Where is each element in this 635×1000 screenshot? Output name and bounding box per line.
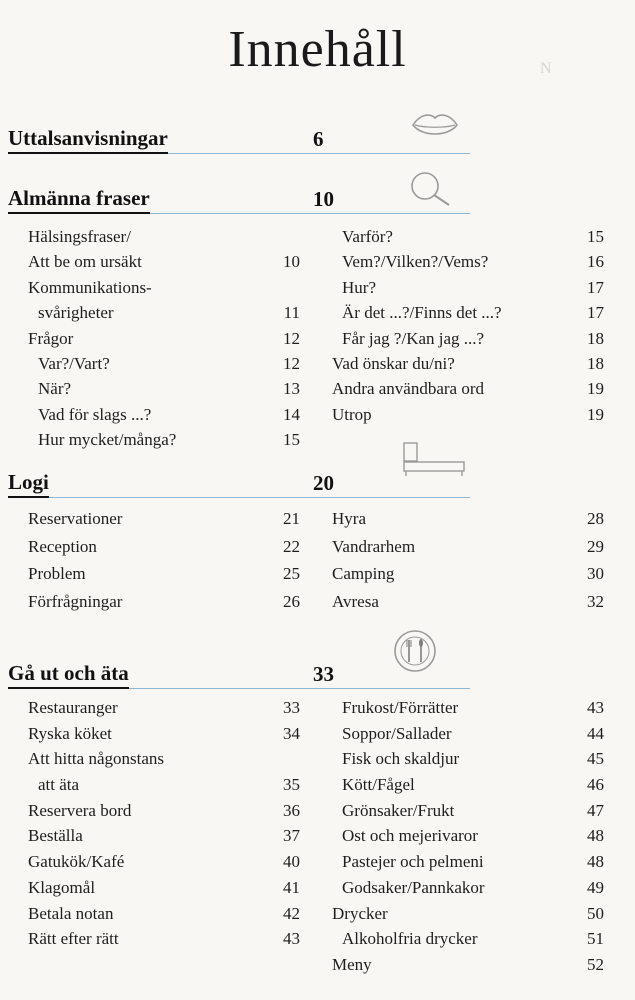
- toc-entry[interactable]: [28, 353, 300, 378]
- toc-entry[interactable]: [332, 508, 604, 536]
- section-page-number: 33: [313, 662, 334, 686]
- section-header[interactable]: [8, 120, 470, 154]
- toc-entry[interactable]: [28, 226, 300, 251]
- toc-entry[interactable]: [28, 536, 300, 564]
- toc-entry-label: Vad för slags ...?: [38, 404, 152, 424]
- toc-entry-page: 34: [283, 723, 300, 743]
- toc-entry-label: Hälsingsfraser/: [28, 227, 131, 246]
- toc-entry-label: Reception: [28, 536, 97, 556]
- toc-entry-page: 35: [283, 775, 300, 795]
- toc-entry-label: Betala notan: [28, 903, 114, 923]
- toc-entry-page: 30: [587, 564, 604, 583]
- toc-entry-label: Soppor/Sallader: [342, 723, 452, 743]
- toc-entry-label: Avresa: [332, 591, 379, 611]
- toc-entry-page: 12: [283, 328, 300, 348]
- toc-entry[interactable]: [28, 903, 300, 929]
- toc-entry-label: Kommunikations-: [28, 277, 152, 297]
- toc-entry-label: Godsaker/Pannkakor: [342, 877, 485, 897]
- toc-entry-label: Att be om ursäkt: [28, 252, 142, 272]
- toc-entry[interactable]: [332, 800, 604, 826]
- toc-entry-page: 49: [587, 877, 604, 897]
- toc-entry-label: Att hitta någonstans: [28, 749, 164, 769]
- toc-entry-page: 14: [283, 404, 300, 424]
- toc-entry[interactable]: [332, 226, 604, 251]
- toc-entry[interactable]: [28, 774, 300, 800]
- section-page-number: 10: [313, 187, 334, 211]
- toc-entry-page: 13: [283, 379, 300, 399]
- toc-entry-page: 29: [587, 536, 604, 556]
- entry-column-left: [28, 226, 300, 455]
- toc-entry-label: Camping: [332, 564, 395, 583]
- toc-entry[interactable]: [332, 903, 604, 929]
- lips-icon: [410, 108, 460, 142]
- toc-entry-label: Reservationer: [28, 509, 123, 528]
- entry-column-right: [332, 226, 604, 429]
- toc-entry[interactable]: [28, 563, 300, 591]
- show-through-text: N: [540, 60, 552, 77]
- toc-entry-page: 16: [587, 252, 604, 272]
- toc-entry-page: 28: [587, 509, 604, 528]
- toc-entry-label: Vem?/Vilken?/Vems?: [342, 252, 489, 272]
- section-page-number: 6: [313, 127, 324, 151]
- toc-entry-page: 50: [587, 903, 604, 923]
- toc-entry-label: Gatukök/Kafé: [28, 852, 125, 872]
- toc-entry[interactable]: [332, 954, 604, 980]
- toc-entry-label: Andra användbara ord: [332, 379, 484, 399]
- toc-entry[interactable]: [28, 877, 300, 903]
- entry-column-right: [332, 697, 604, 980]
- toc-entry-page: 26: [283, 591, 300, 611]
- section-rule: [8, 497, 470, 498]
- toc-entry-page: 25: [283, 564, 300, 583]
- toc-entry[interactable]: [28, 591, 300, 619]
- toc-entry[interactable]: [28, 251, 300, 276]
- toc-entry[interactable]: [332, 353, 604, 378]
- toc-entry-label: Restauranger: [28, 698, 118, 717]
- toc-entry[interactable]: [332, 563, 604, 591]
- entry-column-left: [28, 508, 300, 618]
- toc-entry-label: Pastejer och pelmeni: [342, 852, 484, 872]
- entry-column-right: [332, 508, 604, 618]
- toc-entry-page: 52: [587, 954, 604, 974]
- section-header[interactable]: [8, 180, 470, 214]
- toc-entry-page: 42: [283, 903, 300, 923]
- toc-entry[interactable]: [332, 536, 604, 564]
- toc-entry[interactable]: [28, 378, 300, 403]
- toc-entry[interactable]: [28, 928, 300, 954]
- toc-entry[interactable]: [332, 302, 604, 327]
- toc-entry[interactable]: [332, 723, 604, 749]
- bed-icon: [400, 440, 468, 478]
- toc-entry-page: 36: [283, 800, 300, 820]
- toc-entry-label: att äta: [38, 775, 80, 795]
- toc-entry-page: 19: [587, 404, 604, 424]
- toc-entry[interactable]: [28, 429, 300, 454]
- plate-cutlery-icon: [392, 628, 438, 674]
- toc-entry[interactable]: [28, 302, 300, 327]
- toc-entry-page: 47: [587, 800, 604, 820]
- toc-entry-label: Var?/Vart?: [38, 353, 110, 373]
- toc-entry[interactable]: [332, 378, 604, 403]
- toc-entry[interactable]: [332, 591, 604, 619]
- toc-entry-label: Alkoholfria drycker: [342, 929, 478, 949]
- toc-entry-page: 46: [587, 775, 604, 795]
- toc-entry[interactable]: [28, 800, 300, 826]
- section-title[interactable]: Almänna fraser: [8, 186, 150, 214]
- toc-entry[interactable]: [28, 404, 300, 429]
- toc-entry[interactable]: [332, 748, 604, 774]
- toc-entry-label: Grönsaker/Frukt: [342, 800, 455, 820]
- toc-entry[interactable]: [28, 508, 300, 536]
- toc-entry[interactable]: [332, 251, 604, 276]
- toc-entry-label: Är det ...?/Finns det ...?: [342, 303, 502, 323]
- section-title[interactable]: Gå ut och äta: [8, 661, 129, 689]
- toc-entry[interactable]: [332, 877, 604, 903]
- toc-entry-page: 17: [587, 277, 604, 297]
- toc-entry-label: Hur?: [342, 277, 376, 297]
- entry-column-left: [28, 697, 300, 954]
- toc-entry-label: Vandrarhem: [332, 536, 416, 556]
- toc-entry[interactable]: [28, 697, 300, 723]
- toc-entry-label: Frågor: [28, 328, 74, 348]
- toc-entry[interactable]: [332, 697, 604, 723]
- toc-entry[interactable]: [28, 328, 300, 353]
- toc-entry-label: Meny: [332, 954, 372, 974]
- section-title[interactable]: Uttalsanvisningar: [8, 126, 168, 154]
- toc-entry-label: Rätt efter rätt: [28, 929, 119, 949]
- toc-entry-page: 15: [587, 227, 604, 246]
- toc-entry-label: Hyra: [332, 509, 366, 528]
- toc-entry-page: 41: [283, 877, 300, 897]
- toc-entry-page: 37: [283, 826, 300, 846]
- toc-entry[interactable]: [332, 928, 604, 954]
- toc-entry[interactable]: [28, 277, 300, 302]
- toc-entry[interactable]: [332, 404, 604, 429]
- toc-entry-page: 48: [587, 852, 604, 872]
- section-page-number: 20: [313, 471, 334, 495]
- toc-entry-label: Reservera bord: [28, 800, 132, 820]
- toc-entry[interactable]: [332, 277, 604, 302]
- magnifier-icon: [405, 168, 455, 208]
- toc-entry-label: Får jag ?/Kan jag ...?: [342, 328, 485, 348]
- section-title[interactable]: Logi: [8, 470, 49, 498]
- toc-entry-page: 33: [283, 698, 300, 717]
- toc-entry-label: Klagomål: [28, 877, 96, 897]
- toc-entry-label: Vad önskar du/ni?: [332, 353, 455, 373]
- toc-entry-page: 10: [283, 252, 300, 272]
- toc-entry-label: När?: [38, 379, 72, 399]
- toc-entry-page: 48: [587, 826, 604, 846]
- toc-entry-label: Problem: [28, 564, 86, 583]
- toc-entry-page: 11: [283, 303, 300, 323]
- toc-entry-page: 40: [283, 852, 300, 872]
- toc-entry[interactable]: [332, 328, 604, 353]
- toc-entry-page: 43: [587, 698, 604, 717]
- toc-entry[interactable]: [28, 825, 300, 851]
- toc-entry-page: 18: [587, 353, 604, 373]
- toc-entry-page: 51: [587, 929, 604, 949]
- toc-entry-label: Hur mycket/många?: [38, 430, 177, 450]
- toc-entry-page: 44: [587, 723, 604, 743]
- toc-entry-label: Ryska köket: [28, 723, 112, 743]
- toc-entry[interactable]: [332, 851, 604, 877]
- toc-entry-label: Ost och mejerivaror: [342, 826, 478, 846]
- toc-entry-page: 19: [587, 379, 604, 399]
- toc-entry-label: Fisk och skaldjur: [342, 749, 460, 769]
- toc-entry-label: Drycker: [332, 903, 388, 923]
- toc-entry[interactable]: [28, 748, 300, 774]
- toc-entry-page: 43: [283, 929, 300, 949]
- toc-entry-label: Beställa: [28, 826, 83, 846]
- toc-entry-label: Utrop: [332, 404, 372, 424]
- toc-entry[interactable]: [332, 825, 604, 851]
- toc-entry-page: 17: [587, 303, 604, 323]
- toc-entry-page: 21: [283, 509, 300, 528]
- toc-entry-page: 22: [283, 536, 300, 556]
- toc-entry-page: 45: [587, 749, 604, 769]
- toc-entry-label: svårigheter: [38, 303, 114, 323]
- toc-entry-page: 32: [587, 591, 604, 611]
- toc-entry-label: Förfrågningar: [28, 591, 123, 611]
- toc-entry-label: Varför?: [342, 227, 393, 246]
- toc-entry[interactable]: [28, 723, 300, 749]
- toc-entry-page: 18: [587, 328, 604, 348]
- toc-entry-label: Frukost/Förrätter: [342, 698, 459, 717]
- toc-entry[interactable]: [28, 851, 300, 877]
- page-title: Innehåll: [228, 21, 407, 78]
- toc-entry-label: Kött/Fågel: [342, 775, 415, 795]
- toc-entry-page: 12: [283, 353, 300, 373]
- toc-entry-page: 15: [283, 430, 300, 450]
- toc-entry[interactable]: [332, 774, 604, 800]
